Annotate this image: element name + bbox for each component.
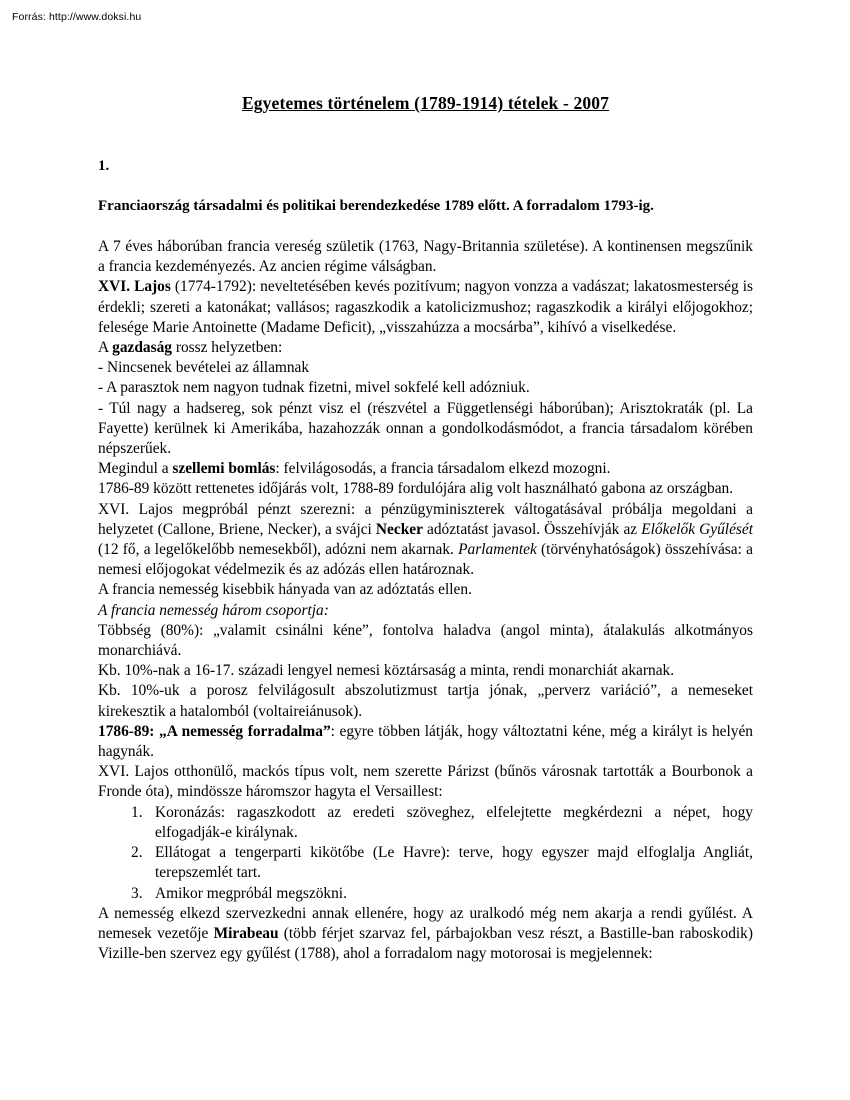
- economy-suffix: rossz helyzetben:: [171, 339, 283, 357]
- paragraph-group-majority: [98, 621, 753, 661]
- paragraph-text: 1786-89 között rettenetes időjárás volt, 1788-89 fordulójára alig volt használható gabona az országban.: [98, 480, 734, 498]
- necker-intro: XVI. Lajos megpróbál pénzt szerezni: a pénzügyminiszterek váltogatásával próbálja megoldani a helyzetet (Callone, Briene, Necker), a svájci: [98, 500, 753, 538]
- paragraph-group-polish-model: [98, 661, 753, 681]
- necker-proposal: adóztatást javasol. Összehívják az: [422, 520, 642, 538]
- paragraph-text: Kb. 10%-uk a porosz felvilágosult abszolutizmust tartja jónak, „perverz variáció”, a nemeseket kirekesztik a hatalomból (voltaireiánusok).: [98, 682, 753, 720]
- paragraph-louis-homebody: [98, 762, 753, 802]
- necker-name: Necker: [375, 520, 423, 538]
- dash-item-army: [98, 399, 753, 460]
- paragraph-text: A francia nemesség kisebbik hányada van az adóztatás ellen.: [98, 581, 472, 599]
- dash-item-peasants: [98, 378, 753, 398]
- assembly-of-notables: Előkelők Gyűlését: [641, 520, 754, 538]
- economy-prefix: A: [98, 339, 113, 357]
- paragraph-economy-heading: [98, 338, 753, 358]
- decay-prefix: Megindul a: [98, 460, 173, 478]
- paragraph-nobility-revolution: [98, 722, 753, 762]
- paragraph-three-groups-heading: [98, 601, 753, 621]
- paragraph-mirabeau: [98, 904, 753, 965]
- dash-item-text: - Túl nagy a hadsereg, sok pénzt visz el (részvétel a Függetlenségi háborúban); Arisztokraták (pl. La Fayette) kerülnek ki Amerikába, hazahozzák onnan a gondolkodásmódot, a francia társadalom körében népszerűek.: [98, 399, 753, 458]
- nobility-revolution-detail: : egyre többen látják, hogy változtatni kéne, még a királyt is helyén hagynák.: [98, 722, 753, 761]
- dash-item-text: - Nincsenek bevételei az államnak: [98, 359, 310, 377]
- document-body: [98, 92, 753, 964]
- paragraph-war-defeat: [98, 237, 753, 277]
- source-url-header: Forrás: http://www.doksi.hu: [12, 11, 142, 23]
- paragraph-text: Többség (80%): „valamit csinálni kéne”, fontolva haladva (angol minta), átalakulás alkotmányos monarchiává.: [98, 621, 753, 660]
- decay-keyword: szellemi bomlás: [172, 460, 276, 478]
- dash-item-text: - A parasztok nem nagyon tudnak fizetni, mivel sokfelé kell adózniuk.: [98, 379, 530, 397]
- three-groups-label: A francia nemesség három csoportja:: [98, 601, 329, 619]
- paragraph-text: A 7 éves háborúban francia vereség születik (1763, Nagy-Britannia születése). A kontinensen megszűnik a francia kezdeményezés. Az ancien régime válságban.: [98, 238, 753, 276]
- paragraph-group-prussian-model: [98, 681, 753, 721]
- nobility-revolution-label: 1786-89: „A nemesség forradalma”: [98, 722, 331, 740]
- paragraph-text: XVI. Lajos otthonülő, mackós típus volt, nem szerette Párizst (bűnös városnak tartották a Bourbonok a Fronde óta), mindössze háromszor hagyta el Versaillest:: [98, 763, 753, 801]
- paragraph-louis-xvi: [98, 277, 753, 338]
- louis-xvi-description: (1774-1792): neveltetésében kevés pozitívum; nagyon vonzza a vadászat; lakatosmesterség is érdekli; szereti a katonákat; vallásos; ragaszkodik a katolicizmushoz; ragaszkodik a királyi előjogokhoz; felesége Marie Antoinette (Madame Deficit), „visszahúzza a mocsárba”, kihívó a viselkedése.: [98, 278, 753, 336]
- versailles-departures-list: [98, 803, 753, 904]
- parlements-term: Parlamentek: [458, 541, 537, 559]
- list-item: Ellátogat a tengerparti kikötőbe (Le Havre): terve, hogy egyszer majd elfoglalja Angliát, terepszemlét tart.: [155, 844, 753, 882]
- notables-detail: (12 fő, a legelőkelőbb nemesekből), adózni nem akarnak.: [98, 541, 459, 559]
- list-item: Koronázás: ragaszkodott az eredeti szöveghez, elfelejtette megkérdezni a népet, hogy elfogadják-e királynak.: [155, 803, 753, 841]
- mirabeau-name: Mirabeau: [213, 924, 279, 942]
- list-item: Amikor megpróbál megszökni.: [155, 884, 347, 902]
- paragraph-nobility-minority: [98, 580, 753, 600]
- section-number: 1.: [98, 158, 110, 174]
- paragraph-intellectual-decay: [98, 459, 753, 479]
- section-number-spacer: [98, 176, 753, 196]
- mirabeau-intro: A nemesség elkezd szervezkedni annak ellenére, hogy az uralkodó még nem akarja a rendi gyűlést. A nemesek vezetője: [98, 904, 753, 942]
- subtitle-spacer: [98, 216, 753, 237]
- dash-item-no-revenue: [98, 358, 753, 378]
- section-subtitle: Franciaország társadalmi és politikai berendezkedése 1789 előtt. A forradalom 1793-ig.: [98, 198, 654, 214]
- paragraph-necker-finance: [98, 500, 753, 581]
- economy-keyword: gazdaság: [112, 339, 172, 357]
- mirabeau-detail: (több férjet szarvaz fel, párbajokban vesz részt, a Bastille-ban raboskodik) Vizille-ben szervez egy gyűlést (1788), ahol a forradalom nagy motorosai is megjelennek:: [98, 924, 753, 963]
- paragraph-text: Kb. 10%-nak a 16-17. századi lengyel nemesi köztársaság a minta, rendi monarchiát akarnak.: [98, 662, 675, 680]
- louis-xvi-label: XVI. Lajos: [98, 278, 171, 296]
- decay-suffix: : felvilágosodás, a francia társadalom elkezd mozogni.: [275, 460, 611, 478]
- parlements-detail: (törvényhatóságok) összehívása: a nemesi előjogokat védelmezik és az adózás ellen határoznak.: [98, 541, 753, 579]
- paragraph-weather-famine: [98, 479, 753, 499]
- page-title: Egyetemes történelem (1789-1914) tételek - 2007: [241, 93, 610, 113]
- title-spacer: [98, 114, 753, 156]
